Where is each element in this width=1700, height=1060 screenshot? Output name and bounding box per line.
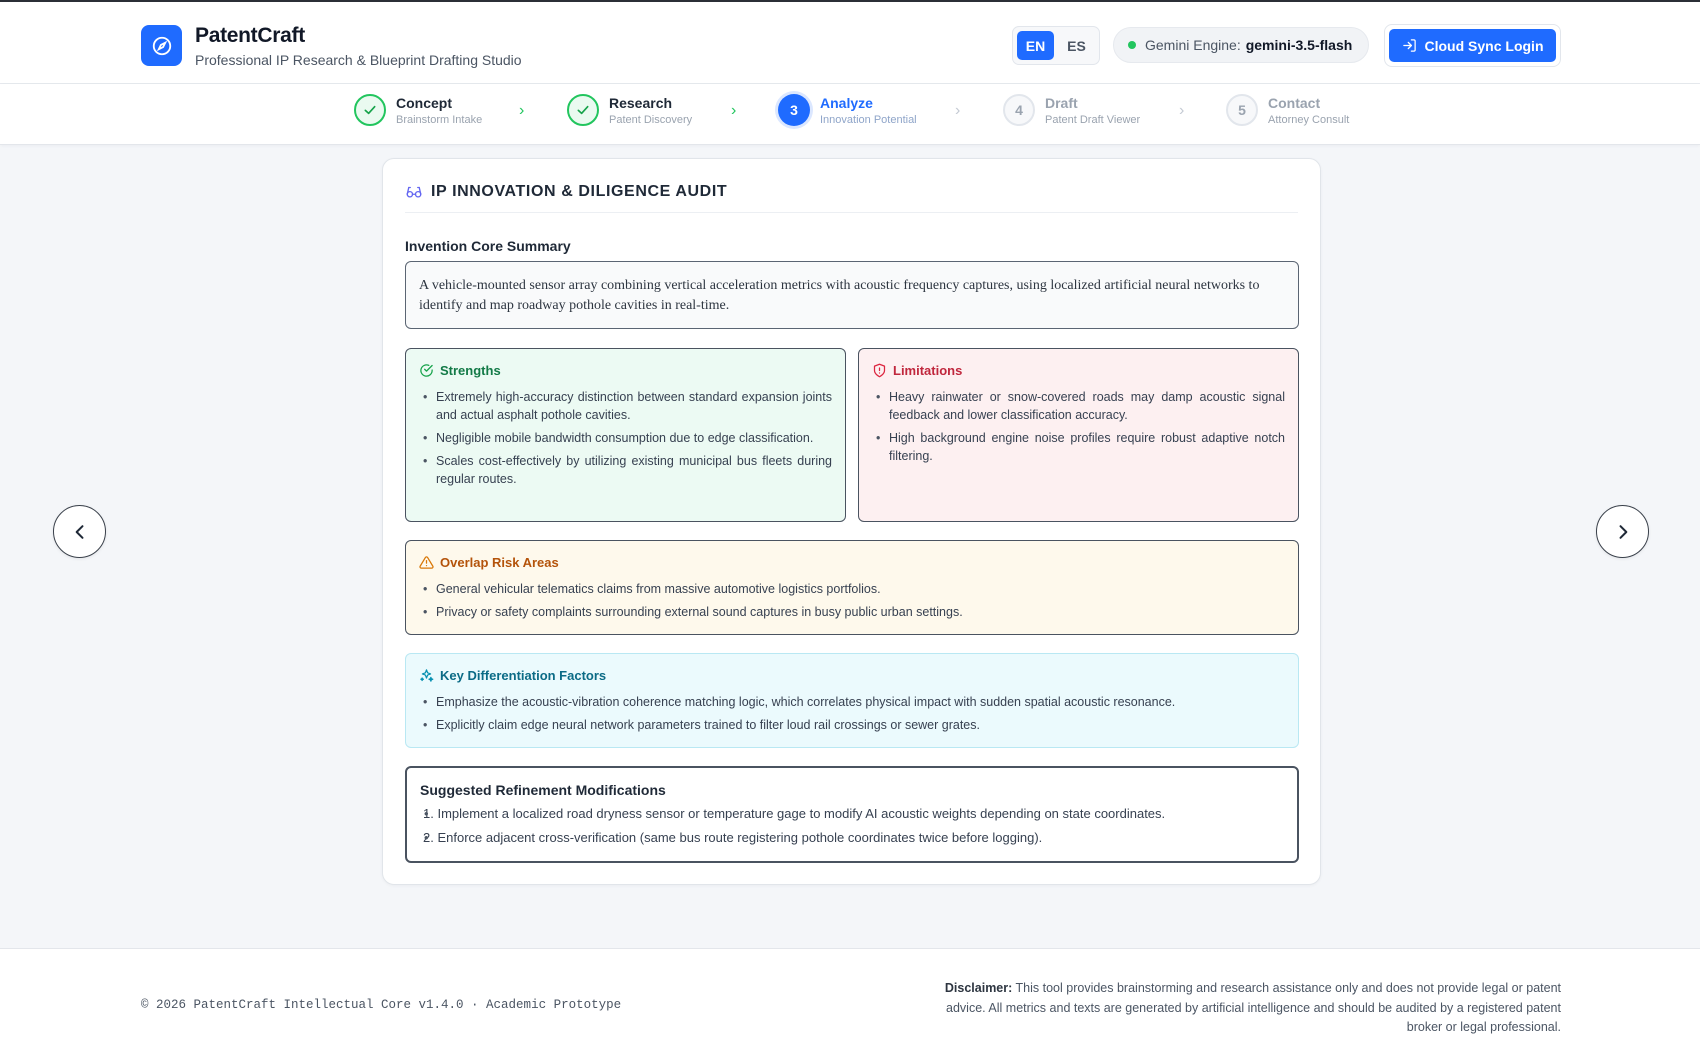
chevron-right-icon: › (955, 102, 961, 119)
engine-label: Gemini Engine: (1145, 37, 1241, 53)
list-item: • Extremely high-accuracy distinction between standard expansion joints and actual asphalt pothole cavities. (419, 388, 832, 424)
key-differentiation-panel (405, 653, 1299, 748)
sync-button-label: Cloud Sync Login (1424, 37, 1544, 54)
check-icon (567, 94, 599, 126)
sparkles-icon (419, 668, 434, 683)
list-item: • 1. Implement a localized road dryness sensor or temperature gage to modify AI acoustic weights depending on state coordinates. (420, 805, 1284, 823)
shield-icon (872, 363, 887, 378)
check-circle-icon (419, 363, 434, 378)
step-subtitle: Brainstorm Intake (396, 113, 483, 126)
step-subtitle: Patent Draft Viewer (1045, 113, 1141, 126)
chevron-left-icon (70, 522, 90, 542)
list-item: • Explicitly claim edge neural network parameters trained to filter loud rail crossings or sewer grates. (419, 716, 1285, 734)
previous-button[interactable] (53, 505, 106, 558)
chevron-right-icon: › (519, 102, 525, 119)
step-subtitle: Patent Discovery (609, 113, 693, 126)
language-toggle (1012, 26, 1100, 65)
brand-name: PatentCraft (195, 24, 305, 47)
step-subtitle: Attorney Consult (1268, 113, 1350, 126)
overlap-title: Overlap Risk Areas (440, 555, 559, 570)
step-title: Draft (1045, 94, 1078, 111)
list-item: • Heavy rainwater or snow-covered roads may damp acoustic signal feedback and lower classification accuracy. (872, 388, 1285, 424)
engine-model: gemini-3.5-flash (1245, 37, 1353, 53)
overlap-risk-panel (405, 540, 1299, 635)
check-icon (354, 94, 386, 126)
step-concept[interactable] (354, 94, 482, 126)
list-item: • Emphasize the acoustic-vibration coherence matching logic, which correlates physical impact with sudden spatial acoustic resonance. (419, 693, 1285, 711)
step-contact[interactable] (1226, 94, 1349, 126)
keydiff-title: Key Differentiation Factors (440, 668, 607, 683)
refinement-panel (405, 766, 1299, 863)
limitations-title: Limitations (893, 363, 963, 378)
glasses-icon (405, 183, 423, 201)
list-item: • Privacy or safety complaints surrounding external sound captures in busy public urban settings. (419, 603, 1285, 621)
step-research[interactable] (567, 94, 692, 126)
step-title: Research (609, 94, 673, 111)
strengths-title: Strengths (440, 363, 501, 378)
step-title: Concept (396, 94, 452, 111)
compass-icon (141, 25, 182, 66)
status-dot-icon (1128, 41, 1136, 49)
disclaimer-body: This tool provides brainstorming and research assistance only and does not provide legal or patent advice. All metrics and texts are generated by artificial intelligence and should be audited by a registered patent broker or legal professional. (946, 981, 1561, 1034)
audit-card (382, 158, 1321, 885)
chevron-right-icon: › (731, 102, 737, 119)
summary-label: Invention Core Summary (405, 238, 571, 254)
step-title: Contact (1268, 94, 1321, 111)
limitations-panel (858, 348, 1299, 522)
step-subtitle: Innovation Potential (820, 113, 917, 126)
list-item: • General vehicular telematics claims from massive automotive logistics portfolios. (419, 580, 1285, 598)
chevron-right-icon (1613, 522, 1633, 542)
step-number: 3 (778, 94, 810, 126)
invention-summary: A vehicle-mounted sensor array combining vertical acceleration metrics with acoustic frequency captures, using localized artificial neural networks to identify and map roadway pothole cavities in real-time. (405, 261, 1299, 329)
list-item: • 2. Enforce adjacent cross-verification (same bus route registering pothole coordinates twice before logging). (420, 829, 1284, 847)
step-number: 5 (1226, 94, 1258, 126)
step-title: Analyze (820, 94, 873, 111)
list-item: • Scales cost-effectively by utilizing existing municipal bus fleets during regular routes. (419, 452, 832, 488)
progress-stepper (0, 84, 1700, 145)
step-analyze[interactable] (778, 94, 917, 126)
card-header (405, 183, 1298, 213)
engine-status (1113, 27, 1369, 63)
audit-title: IP INNOVATION & DILIGENCE AUDIT (431, 183, 728, 200)
brand-subtitle: Professional IP Research & Blueprint Drafting Studio (195, 52, 522, 68)
sync-button-wrapper (1384, 24, 1561, 67)
page-footer (0, 948, 1700, 1060)
lang-es-button[interactable]: ES (1067, 37, 1086, 54)
disclaimer-text (941, 979, 1561, 1038)
chevron-right-icon: › (1179, 102, 1185, 119)
app-header (0, 0, 1700, 84)
list-item: • High background engine noise profiles require robust adaptive notch filtering. (872, 429, 1285, 465)
warning-icon (419, 555, 434, 570)
strengths-panel (405, 348, 846, 522)
copyright-text: © 2026 PatentCraft Intellectual Core v1.4.0 · Academic Prototype (141, 998, 622, 1012)
login-icon (1402, 38, 1417, 53)
cloud-sync-login-button[interactable] (1389, 29, 1556, 62)
step-draft[interactable] (1003, 94, 1140, 126)
next-button[interactable] (1596, 505, 1649, 558)
lang-en-button[interactable]: EN (1017, 31, 1054, 60)
refinement-title: Suggested Refinement Modifications (420, 782, 666, 798)
step-number: 4 (1003, 94, 1035, 126)
disclaimer-label: Disclaimer: (944, 981, 1013, 995)
list-item: • Negligible mobile bandwidth consumption due to edge classification. (419, 429, 832, 447)
